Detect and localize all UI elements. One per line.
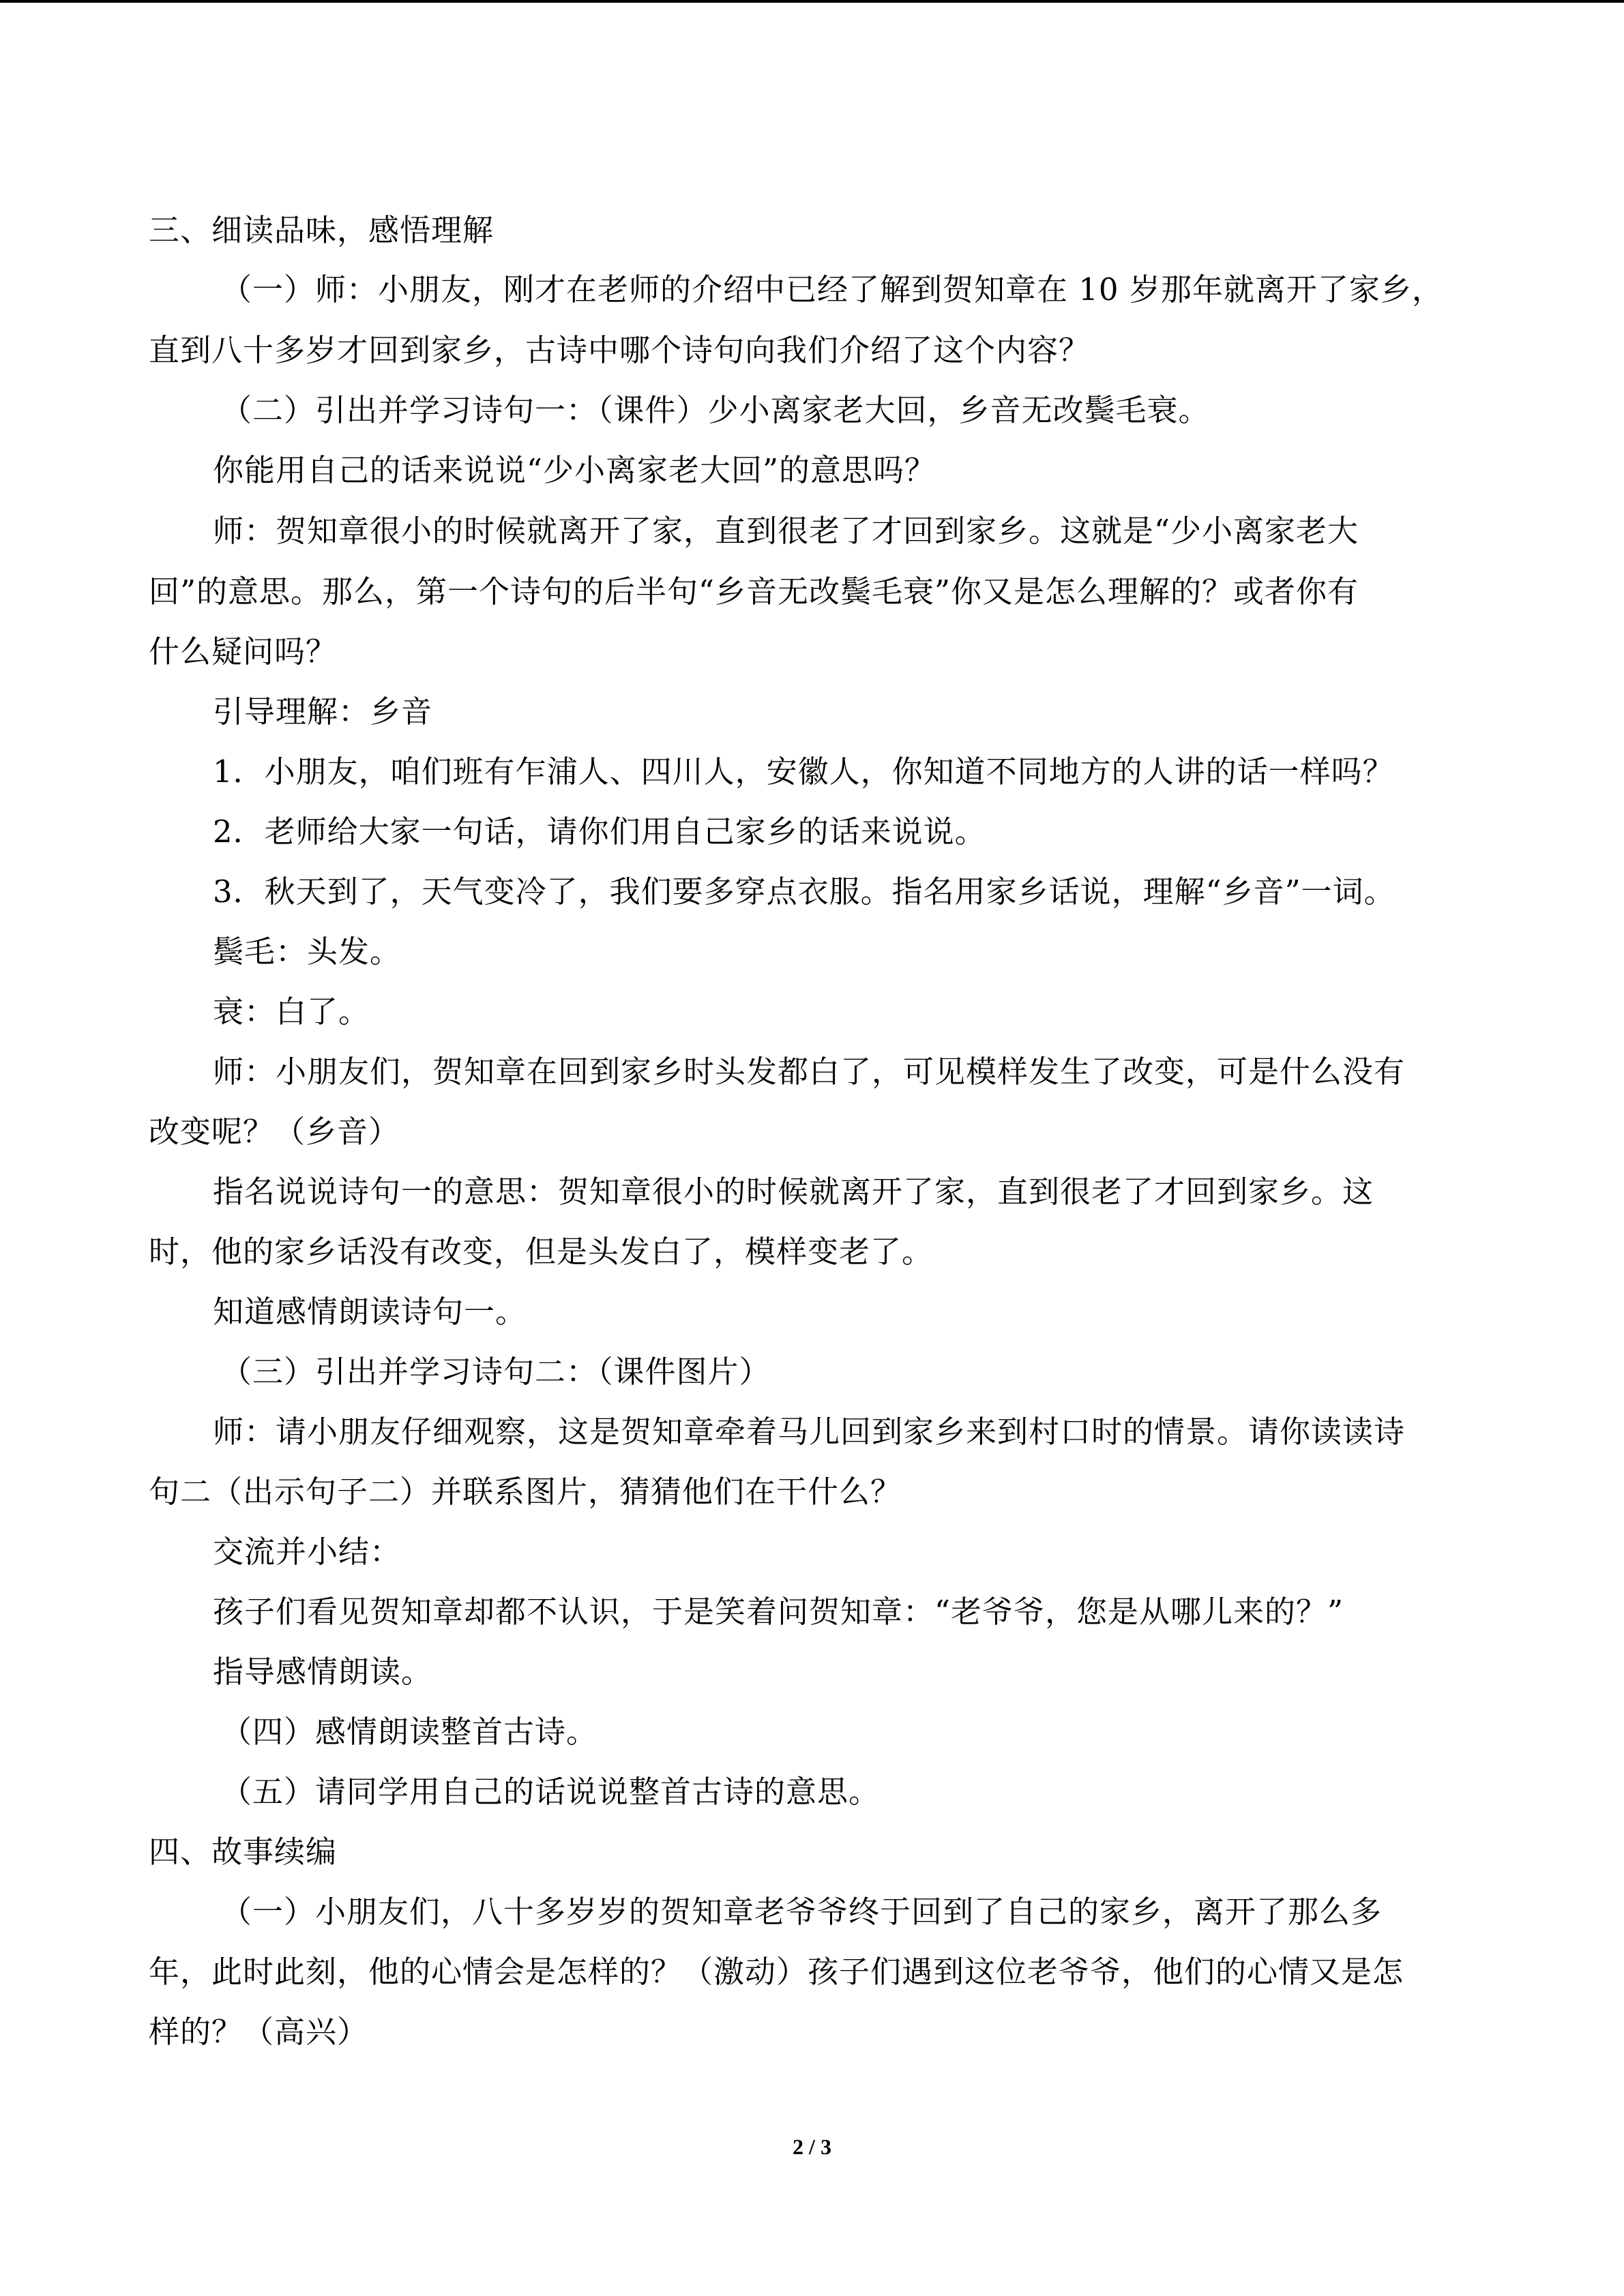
paragraph-line: 师：小朋友们，贺知章在回到家乡时头发都白了，可见模样发生了改变，可是什么没有: [213, 1054, 1406, 1090]
list-item: 1．小朋友，咱们班有乍浦人、四川人，安徽人，你知道不同地方的人讲的话一样吗？: [213, 754, 1394, 790]
list-item: 3．秋天到了，天气变冷了，我们要多穿点衣服。指名用家乡话说，理解“乡音”一词。: [213, 874, 1396, 910]
paragraph-line: （一）师：小朋友，刚才在老师的介绍中已经了解到贺知章在 10 岁那年就离开了家乡，: [221, 271, 1443, 308]
paragraph-line: （一）小朋友们，八十多岁岁的贺知章老爷爷终于回到了自己的家乡，离开了那么多: [221, 1894, 1383, 1930]
paragraph-line: 指导感情朗读。: [213, 1654, 433, 1690]
paragraph-line: 句二（出示句子二）并联系图片，猜猜他们在干什么？: [149, 1474, 902, 1510]
paragraph-line: 你能用自己的话来说说“少小离家老大回”的意思吗？: [213, 452, 936, 488]
paragraph-line: 直到八十多岁才回到家乡，古诗中哪个诗句向我们介绍了这个内容？: [149, 332, 1091, 368]
paragraph-line: 指名说说诗句一的意思：贺知章很小的时候就离开了家，直到很老了才回到家乡。这: [213, 1174, 1374, 1210]
paragraph-line: 师：贺知章很小的时候就离开了家，直到很老了才回到家乡。这就是“少小离家老大: [213, 513, 1359, 549]
heading-section-3: 三、细读品味，感悟理解: [149, 212, 494, 248]
paragraph-line: （三）引出并学习诗句二：（课件图片）: [221, 1354, 771, 1390]
paragraph-line: 孩子们看见贺知章却都不认识，于是笑着问贺知章：“老爷爷，您是从哪儿来的？”: [213, 1594, 1344, 1630]
paragraph-line: （五）请同学用自己的话说说整首古诗的意思。: [221, 1774, 881, 1810]
paragraph-line: 引导理解：乡音: [213, 694, 433, 730]
paragraph-line: （四）感情朗读整首古诗。: [221, 1714, 598, 1750]
paragraph-line: 知道感情朗读诗句一。: [213, 1294, 527, 1330]
paragraph-line: 回”的意思。那么，第一个诗句的后半句“乡音无改鬓毛衰”你又是怎么理解的？或者你有: [149, 573, 1359, 610]
paragraph-line: （二）引出并学习诗句一：（课件）少小离家老大回，乡音无改鬓毛衰。: [221, 392, 1210, 428]
paragraph-line: 师：请小朋友仔细观察，这是贺知章牵着马儿回到家乡来到村口时的情景。请你读读诗: [213, 1414, 1406, 1450]
paragraph-line: 年，此时此刻，他的心情会是怎样的？（激动）孩子们遇到这位老爷爷，他们的心情又是怎: [149, 1954, 1404, 1990]
paragraph-line: 时，他的家乡话没有改变，但是头发白了，模样变老了。: [149, 1234, 934, 1270]
list-item: 2．老师给大家一句话，请你们用自己家乡的话来说说。: [213, 814, 986, 850]
paragraph-line: 交流并小结：: [213, 1534, 402, 1570]
paragraph-line: 衰：白了。: [213, 994, 370, 1030]
paragraph-line: 改变呢？（乡音）: [149, 1114, 400, 1150]
page-number: 2 / 3: [793, 2134, 831, 2159]
paragraph-line: 样的？（高兴）: [149, 2014, 369, 2050]
paragraph-line: 鬓毛：头发。: [213, 934, 402, 970]
top-border-line: [0, 0, 1624, 3]
paragraph-line: 什么疑问吗？: [149, 633, 338, 670]
heading-section-4: 四、故事续编: [149, 1834, 338, 1870]
